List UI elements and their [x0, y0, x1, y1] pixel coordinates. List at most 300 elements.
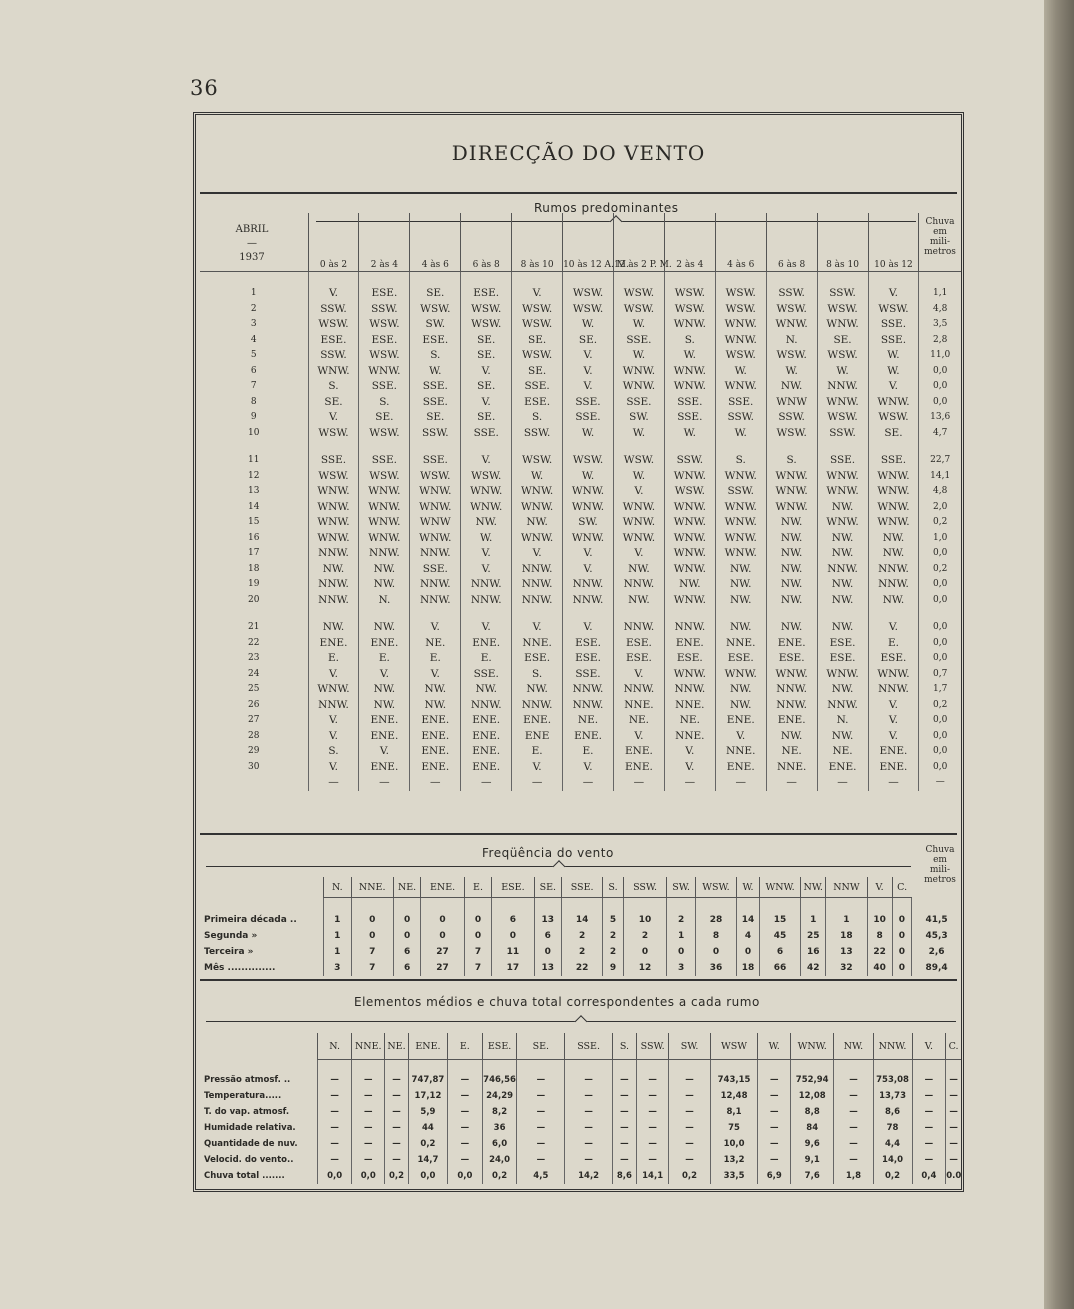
value-cell: —	[912, 1120, 946, 1136]
direction-cell: —	[512, 775, 563, 791]
day-cell: 27	[248, 715, 260, 725]
direction-cell: WNW.	[563, 500, 614, 516]
value-cell: 1	[801, 898, 826, 929]
day-cell: 21	[248, 622, 260, 632]
direction-cell: V.	[563, 620, 614, 636]
table-row	[200, 317, 961, 333]
direction-cell: ESE.	[817, 651, 868, 667]
direction-cell: SSE.	[664, 410, 715, 426]
direction-cell: NNW.	[461, 698, 512, 714]
direction-cell: V.	[461, 546, 512, 562]
page-title: DIRECÇÃO DO VENTO	[451, 141, 706, 165]
spacer-cell	[461, 441, 512, 453]
value-cell: 13	[534, 960, 561, 976]
direction-cell: WSW.	[817, 348, 868, 364]
direction-cell: NW.	[715, 562, 766, 578]
direction-cell: SSE.	[817, 453, 868, 469]
direction-cell: NW.	[308, 620, 359, 636]
direction-cell: NNW.	[308, 577, 359, 593]
rain-cell: 2,8	[919, 333, 961, 349]
value-cell: 36	[482, 1120, 517, 1136]
direction-cell: NNW.	[512, 577, 563, 593]
direction-cell: NNW.	[410, 546, 461, 562]
value-cell: 89,4	[912, 960, 961, 976]
direction-cell: WNW.	[563, 531, 614, 547]
direction-cell: ENE.	[613, 760, 664, 776]
table-row	[200, 333, 961, 349]
day-cell: 4	[250, 334, 257, 345]
direction-cell: NNE.	[664, 698, 715, 714]
direction-cell: ESE.	[563, 651, 614, 667]
value-cell: —	[447, 1152, 482, 1168]
spacer-cell	[766, 608, 817, 620]
day-cell: 12	[248, 470, 260, 481]
column-header: ESE.	[482, 1033, 517, 1060]
direction-cell: NW.	[359, 620, 410, 636]
table-row	[200, 593, 961, 609]
value-cell: 14,1	[636, 1168, 669, 1184]
value-cell: 0	[351, 898, 393, 929]
value-cell: 84	[791, 1120, 834, 1136]
value-cell: 0	[393, 898, 420, 929]
row-label: Humidade relativa.	[204, 1123, 296, 1133]
value-cell: 6	[393, 960, 420, 976]
section3-brace	[206, 1021, 956, 1022]
value-cell: —	[758, 1152, 791, 1168]
column-header: SE.	[534, 877, 561, 898]
direction-cell: WNW.	[359, 531, 410, 547]
table-row	[200, 531, 961, 547]
value-cell: —	[447, 1120, 482, 1136]
direction-cell: V.	[308, 272, 359, 302]
direction-cell: WSW.	[308, 426, 359, 442]
table-row	[200, 546, 961, 562]
value-cell: —	[517, 1152, 565, 1168]
value-cell: —	[946, 1136, 961, 1152]
direction-cell: V.	[563, 546, 614, 562]
direction-cell: V.	[461, 395, 512, 411]
row-label: T. do vap. atmosf.	[204, 1107, 290, 1117]
direction-cell: SSW.	[359, 302, 410, 318]
direction-cell: WNW.	[664, 469, 715, 485]
direction-cell: NE.	[817, 744, 868, 760]
direction-cell: ESE.	[410, 333, 461, 349]
value-cell: —	[636, 1088, 669, 1104]
direction-cell: NNE.	[715, 744, 766, 760]
value-cell: —	[612, 1088, 636, 1104]
rain-cell: —	[919, 775, 961, 791]
direction-cell: W.	[664, 426, 715, 442]
direction-cell: ENE.	[868, 760, 919, 776]
column-header: 8 às 10	[512, 213, 563, 272]
value-cell: 14	[562, 898, 603, 929]
rain-cell: 0,0	[919, 651, 961, 667]
value-cell: 2	[623, 928, 666, 944]
column-header: NE.	[393, 877, 420, 898]
direction-cell: NW.	[817, 500, 868, 516]
table-row	[200, 960, 961, 976]
value-cell: 0,2	[408, 1136, 447, 1152]
direction-cell: WSW.	[410, 469, 461, 485]
direction-cell: V.	[563, 348, 614, 364]
rain-cell: 4,8	[919, 484, 961, 500]
direction-cell: SSW.	[766, 272, 817, 302]
spacer-cell	[308, 608, 359, 620]
direction-cell: ENE.	[461, 713, 512, 729]
direction-cell: WSW.	[766, 348, 817, 364]
direction-cell: WSW.	[563, 453, 614, 469]
direction-cell: V.	[613, 729, 664, 745]
value-cell: 7	[351, 960, 393, 976]
value-cell: —	[517, 1060, 565, 1089]
direction-cell: —	[868, 775, 919, 791]
direction-cell: V.	[512, 620, 563, 636]
direction-cell: WSW.	[308, 317, 359, 333]
value-cell: 753,08	[873, 1060, 912, 1089]
table-row	[200, 500, 961, 516]
table-row	[200, 453, 961, 469]
direction-cell: WSW.	[715, 272, 766, 302]
direction-cell: V.	[715, 729, 766, 745]
direction-cell: NE.	[563, 713, 614, 729]
value-cell: —	[834, 1120, 873, 1136]
rain-cell: 0,0	[919, 577, 961, 593]
direction-cell: NW.	[868, 531, 919, 547]
table-row	[200, 1104, 961, 1120]
direction-cell: WSW.	[359, 348, 410, 364]
value-cell: 36	[695, 960, 736, 976]
column-header: 8 às 10	[817, 213, 868, 272]
direction-cell: NW.	[715, 682, 766, 698]
value-cell: 6	[492, 898, 534, 929]
direction-cell: SE.	[512, 364, 563, 380]
direction-cell: SSW.	[817, 426, 868, 442]
direction-cell: NW.	[359, 562, 410, 578]
direction-cell: ESE.	[359, 272, 410, 302]
direction-cell: SSE.	[410, 395, 461, 411]
direction-cell: V.	[461, 453, 512, 469]
direction-cell: —	[308, 775, 359, 791]
direction-cell: SSW.	[766, 410, 817, 426]
row-label: Temperatura.....	[204, 1091, 282, 1101]
direction-cell: V.	[308, 410, 359, 426]
direction-cell: SE.	[308, 395, 359, 411]
column-header: SW.	[667, 877, 696, 898]
direction-cell: W.	[563, 317, 614, 333]
rain-cell: 0,0	[919, 364, 961, 380]
value-cell: 0	[464, 898, 491, 929]
direction-cell: E.	[868, 636, 919, 652]
column-header: 6 às 8	[461, 213, 512, 272]
value-cell: 1	[826, 898, 867, 929]
direction-cell: V.	[308, 713, 359, 729]
value-cell: —	[612, 1152, 636, 1168]
value-cell: —	[758, 1120, 791, 1136]
direction-cell: V.	[359, 744, 410, 760]
direction-cell: SE.	[410, 410, 461, 426]
direction-cell: NW.	[461, 515, 512, 531]
direction-cell: WNW.	[766, 317, 817, 333]
direction-cell: E.	[410, 651, 461, 667]
value-cell: 13	[534, 898, 561, 929]
direction-cell: SSW.	[715, 484, 766, 500]
value-cell: —	[317, 1088, 352, 1104]
direction-cell: WNW.	[715, 379, 766, 395]
value-cell: 14,2	[565, 1168, 613, 1184]
section2-brace	[206, 866, 911, 867]
column-header: NNE.	[352, 1033, 385, 1060]
value-cell: 1	[324, 898, 351, 929]
direction-cell: NW.	[817, 729, 868, 745]
value-cell: —	[385, 1152, 409, 1168]
value-cell: —	[385, 1088, 409, 1104]
table-row	[200, 1168, 961, 1184]
column-header: E.	[464, 877, 491, 898]
column-header: W.	[758, 1033, 791, 1060]
direction-cell: V.	[461, 620, 512, 636]
spacer-cell	[868, 441, 919, 453]
value-cell: 0	[351, 928, 393, 944]
row-label: Mês ..............	[204, 963, 276, 973]
direction-cell: V.	[563, 760, 614, 776]
direction-cell: NW.	[461, 682, 512, 698]
direction-cell: NW.	[817, 531, 868, 547]
direction-cell: ENE.	[410, 744, 461, 760]
rain-cell: 22,7	[919, 453, 961, 469]
direction-cell: NNE.	[613, 698, 664, 714]
direction-cell: WSW.	[461, 317, 512, 333]
day-cell	[200, 775, 308, 791]
direction-cell: SSW.	[817, 272, 868, 302]
direction-cell: NNW.	[817, 698, 868, 714]
direction-cell: V.	[512, 546, 563, 562]
value-cell: 16	[801, 944, 826, 960]
value-cell: 0	[695, 944, 736, 960]
direction-cell: SE.	[817, 333, 868, 349]
value-cell: —	[946, 1088, 961, 1104]
value-cell: —	[669, 1088, 710, 1104]
direction-cell: WSW.	[563, 302, 614, 318]
direction-cell: —	[817, 775, 868, 791]
value-cell: 3	[324, 960, 351, 976]
direction-cell: SSE.	[410, 379, 461, 395]
direction-cell: ESE.	[512, 651, 563, 667]
table-row	[200, 364, 961, 380]
direction-cell: V.	[868, 713, 919, 729]
spacer-cell	[817, 441, 868, 453]
direction-cell: NNW.	[817, 379, 868, 395]
value-cell: —	[352, 1120, 385, 1136]
direction-cell: WNW.	[410, 531, 461, 547]
value-cell: —	[612, 1120, 636, 1136]
direction-cell: WSW.	[613, 272, 664, 302]
direction-cell: NW.	[766, 531, 817, 547]
spacer-cell	[359, 608, 410, 620]
column-header: 2 às 4	[359, 213, 410, 272]
direction-cell: NW.	[766, 562, 817, 578]
column-header: C.	[946, 1033, 961, 1060]
month-label: ABRIL	[235, 224, 269, 235]
table-row	[200, 577, 961, 593]
rain-cell: 0,0	[919, 379, 961, 395]
direction-cell: —	[563, 775, 614, 791]
row-label: Chuva total .......	[204, 1171, 285, 1181]
table-row	[200, 775, 961, 791]
day-cell: 16	[248, 532, 260, 543]
direction-cell: SE.	[461, 333, 512, 349]
value-cell: 10	[867, 898, 892, 929]
direction-cell: NW.	[868, 546, 919, 562]
direction-cell: NNW.	[563, 577, 614, 593]
spacer-cell	[613, 441, 664, 453]
column-header: SE.	[517, 1033, 565, 1060]
direction-cell: ESE.	[512, 395, 563, 411]
value-cell: 12,08	[791, 1088, 834, 1104]
value-cell: —	[385, 1060, 409, 1089]
value-cell: 2	[603, 928, 624, 944]
direction-cell: NNW.	[613, 577, 664, 593]
column-header: N.	[317, 1033, 352, 1060]
value-cell: —	[758, 1060, 791, 1089]
table-row	[200, 698, 961, 714]
direction-cell: N.	[359, 593, 410, 609]
value-cell: —	[946, 1060, 961, 1089]
value-cell: —	[758, 1136, 791, 1152]
column-header: V.	[867, 877, 892, 898]
value-cell: 3	[667, 960, 696, 976]
direction-cell: WNW.	[817, 469, 868, 485]
value-cell: 0	[892, 944, 911, 960]
direction-cell: WSW.	[308, 469, 359, 485]
table-row	[200, 729, 961, 745]
column-header: E.	[447, 1033, 482, 1060]
direction-cell: WNW.	[715, 469, 766, 485]
rain-cell: 0,0	[919, 620, 961, 636]
direction-cell: WNW.	[410, 484, 461, 500]
value-cell: 5	[603, 898, 624, 929]
table-row	[200, 515, 961, 531]
direction-cell: NNW.	[613, 620, 664, 636]
value-cell: 17	[492, 960, 534, 976]
table-row	[200, 651, 961, 667]
value-cell: 1	[667, 928, 696, 944]
value-cell: 0,0	[352, 1168, 385, 1184]
direction-cell: NW.	[359, 698, 410, 714]
value-cell: —	[669, 1104, 710, 1120]
row-label: Terceira »	[204, 947, 254, 957]
value-cell: —	[612, 1136, 636, 1152]
direction-cell: E.	[359, 651, 410, 667]
direction-cell: NNW.	[817, 562, 868, 578]
direction-cell: SSW.	[308, 348, 359, 364]
value-cell: —	[834, 1136, 873, 1152]
direction-cell: WSW.	[410, 302, 461, 318]
value-cell: 6	[534, 928, 561, 944]
direction-cell: ENE.	[715, 760, 766, 776]
value-cell: —	[447, 1088, 482, 1104]
column-header: NNW	[826, 877, 867, 898]
direction-cell: WSW.	[613, 302, 664, 318]
day-cell: 2	[250, 303, 257, 314]
column-header-rain	[912, 877, 961, 898]
table-row	[200, 667, 961, 683]
column-header: NW.	[801, 877, 826, 898]
direction-cell: SSE.	[359, 379, 410, 395]
direction-cell: WNW.	[715, 317, 766, 333]
direction-cell: WNW.	[410, 500, 461, 516]
direction-cell: NNW.	[766, 698, 817, 714]
direction-cell: SW.	[410, 317, 461, 333]
value-cell: 0	[737, 944, 760, 960]
table-row	[200, 395, 961, 411]
direction-cell: WNW.	[868, 395, 919, 411]
rain-cell: 0,7	[919, 667, 961, 683]
direction-cell: W.	[613, 348, 664, 364]
direction-cell: —	[410, 775, 461, 791]
value-cell: 1	[324, 944, 351, 960]
spacer-cell	[868, 608, 919, 620]
value-cell: —	[317, 1120, 352, 1136]
direction-cell: W.	[410, 364, 461, 380]
value-cell: 0	[534, 944, 561, 960]
direction-cell: W.	[715, 364, 766, 380]
direction-cell: ENE.	[461, 760, 512, 776]
value-cell: 45	[759, 928, 800, 944]
value-cell: 0,0	[447, 1168, 482, 1184]
direction-cell: SE.	[512, 333, 563, 349]
direction-cell: WNW.	[868, 484, 919, 500]
direction-cell: SSW.	[512, 426, 563, 442]
direction-cell: ENE.	[308, 636, 359, 652]
direction-cell: V.	[868, 620, 919, 636]
table-row	[200, 272, 961, 302]
direction-cell: E.	[563, 744, 614, 760]
column-header: N.	[324, 877, 351, 898]
direction-cell: WSW.	[868, 302, 919, 318]
direction-cell: V.	[308, 729, 359, 745]
rain-cell: 1,0	[919, 531, 961, 547]
value-cell: 9,1	[791, 1152, 834, 1168]
direction-cell: NW.	[715, 698, 766, 714]
direction-cell: S.	[410, 348, 461, 364]
value-cell: 41,5	[912, 898, 961, 929]
direction-cell: S.	[664, 333, 715, 349]
day-cell: 28	[248, 730, 260, 741]
direction-cell: ESE.	[817, 636, 868, 652]
value-cell: 0,2	[482, 1168, 517, 1184]
column-header: SW.	[669, 1033, 710, 1060]
direction-cell: WNW.	[715, 500, 766, 516]
value-cell: —	[565, 1120, 613, 1136]
value-cell: 4,4	[873, 1136, 912, 1152]
value-cell: 24,0	[482, 1152, 517, 1168]
direction-cell: V.	[613, 546, 664, 562]
direction-cell: WNW.	[308, 364, 359, 380]
day-cell: 1	[250, 288, 257, 298]
direction-cell: SSE.	[613, 333, 664, 349]
value-cell: —	[385, 1120, 409, 1136]
day-cell: 5	[250, 350, 257, 360]
value-cell: 2	[562, 928, 603, 944]
value-cell: 747,87	[408, 1060, 447, 1089]
direction-cell: W.	[664, 348, 715, 364]
direction-cell: WNW.	[664, 515, 715, 531]
direction-cell: WNW.	[613, 531, 664, 547]
direction-cell: WNW.	[664, 546, 715, 562]
direction-cell: NW.	[308, 562, 359, 578]
value-cell: —	[834, 1152, 873, 1168]
rain-cell: 0,0	[919, 593, 961, 609]
